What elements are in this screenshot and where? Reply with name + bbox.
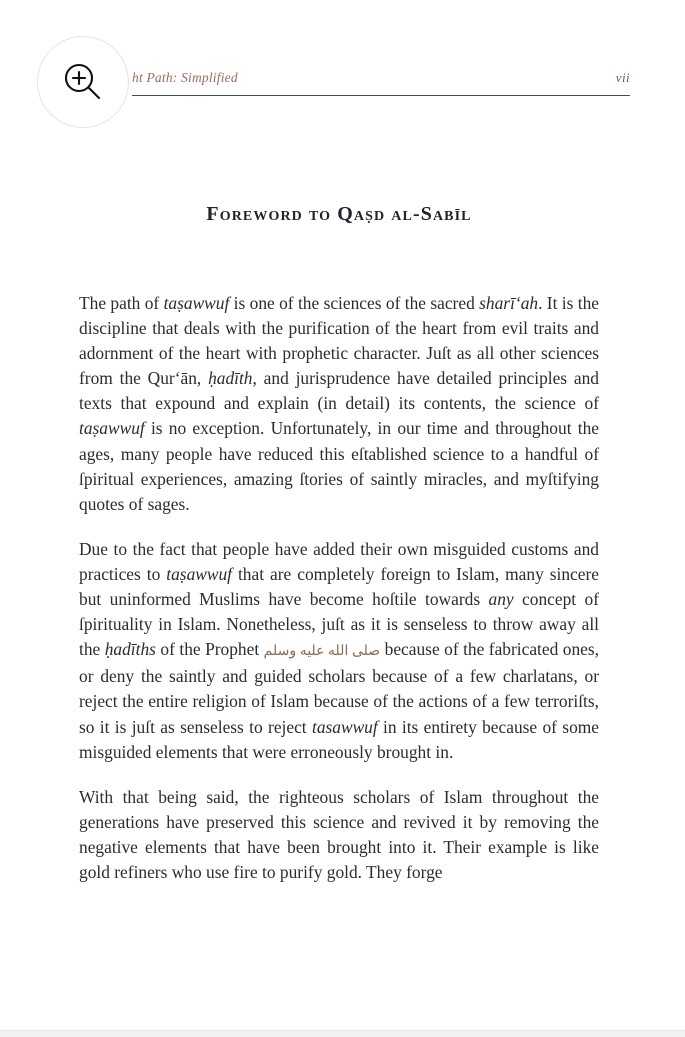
page-number: vii xyxy=(615,70,630,85)
running-header-title: ht Path: Simplified xyxy=(132,70,238,85)
paragraph: Due to the fact that people have added their own misguided customs and practices to taṣawwuf that are completely foreign to Islam, many sincere but uninformed Muslims have become hoſtile towards any concept of ſpirituality in Islam. Nonetheless, juſt as it is senseless to throw away all the ḥadīths of the Prophet صلى الله عليه وسلم because of the fabricated ones, or deny the saintly and guided scholars because of a few charlatans, or reject the entire religion of Islam because of the actions of a few terroriſts, so it is juſt as senseless to reject tasawwuf in its entirety because of some misguided elements that were erroneously brought in. xyxy=(79,538,600,762)
header-rule xyxy=(132,95,630,96)
zoom-in-button[interactable] xyxy=(37,36,129,128)
paragraph: The path of taṣawwuf is one of the sciences of the sacred sharīʻah. It is the discipline that deals with the purification of the heart from evil traits and adornment of the heart with prophetic character. Juſt as all other sciences from the Qurʻān, ḥadīth, and jurisprudence have detailed principles and texts that expound and explain (in detail) its contents, the science of taṣawwuf is no exception. Unfortunately, in our time and throughout the ages, many people have reduced this eſtablished science to a handful of ſpiritual experiences, amazing ſtories of saintly miracles, and myſtifying quotes of sages. xyxy=(79,293,600,514)
running-header xyxy=(132,70,630,96)
paragraph: With that being said, the righteous scholars of Islam throughout the generations have preserved this science and revived it by removing the negative elements that have been brought into it. Their example is like gold refiners who use fire to purify gold. They forge xyxy=(79,786,599,882)
body-text-column xyxy=(79,291,599,885)
page-edge-band xyxy=(0,1031,685,1037)
chapter-title: Foreword to Qaṣd al-Sabīl xyxy=(206,203,472,226)
magnifier-plus-icon xyxy=(61,60,105,104)
